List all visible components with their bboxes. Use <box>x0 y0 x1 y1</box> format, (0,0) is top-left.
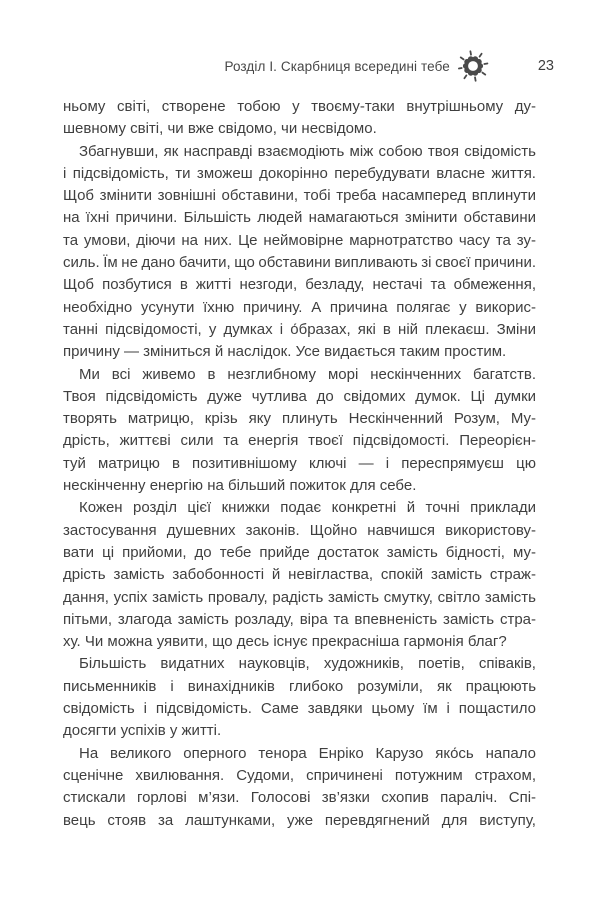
text-line: свідомість і підсвідомість. Саме завдяки цьому їм і пощастило <box>63 700 536 718</box>
text-line: танні підсвідомості, у думках і о́бразах, які в ній плекаєш. Зміни <box>63 320 537 338</box>
text-line: Щоб змінити зовнішні обставини, тобі треба насамперед вплинути <box>63 187 537 205</box>
text-line: нескінченну енергію на більший пожиток для себе. <box>63 477 417 495</box>
page-number: 23 <box>537 58 554 74</box>
text-line: силь. Їм не дано бачити, що обставини випливають зі своєї причини. <box>63 254 537 272</box>
text-line: Ми всі живемо в незглибному морі нескінченних багатств. <box>79 365 537 383</box>
text-line: шевному світі, чи вже свідомо, чи несвідомо. <box>63 120 377 138</box>
text-line: ху. Чи можна уявити, що десь існує прекрасніша гармонія благ? <box>63 633 507 651</box>
sun-ornament-icon <box>455 47 491 85</box>
text-line: вати ці прийоми, до тебе прийде достаток замість бідності, му- <box>63 543 537 561</box>
text-line: туй матрицю в позитивнішому ключі — і переспрямуєш цю <box>63 454 536 472</box>
text-line: та умови, діючи на них. Це неймовірне марнотратство часу та зу- <box>63 231 536 249</box>
text-line: На великого оперного тенора Енріко Карузо яко́сь напало <box>79 744 536 762</box>
text-line: сценічне хвилювання. Судоми, спричинені потужним страхом, <box>63 766 536 784</box>
page-header <box>63 48 554 84</box>
text-line: Більшість видатних науковців, художників, поетів, співаків, <box>79 655 536 673</box>
text-line: стискали горлові м’язи. Голосові зв’язки схопив параліч. Спі- <box>63 789 537 807</box>
text-line: застосування душевних законів. Щойно навчишся використову- <box>63 521 536 539</box>
text-line: пітьми, злагода замість розладу, віра та впевненість замість стра- <box>63 610 536 628</box>
text-line: письменників і винахідників глибоко розуміли, як працюють <box>63 677 537 695</box>
text-line: Кожен розділ цієї книжки подає конкретні й точні приклади <box>79 499 536 517</box>
text-line: причину — зміниться й наслідок. Усе видається таким простим. <box>63 343 507 361</box>
chapter-title: Розділ І. Скарбниця всередині тебе <box>224 58 450 74</box>
text-line: необхідно усунути їхню причину. А причина полягає у викорис- <box>63 298 537 316</box>
text-line: дання, успіх замість провалу, радість замість смутку, світло замість <box>63 588 536 606</box>
text-line: Твоя підсвідомість дуже чутлива до свідомих думок. Ці думки <box>63 387 537 405</box>
text-line: творять матрицю, крізь яку плинуть Нескінченний Розум, Му- <box>63 410 537 428</box>
text-line: Щоб позбутися в житті незгоди, безладу, нестачі та обмеження, <box>63 276 537 294</box>
text-line: на їхні причини. Більшість людей намагаються змінити обставини <box>63 209 536 227</box>
text-line: дрість замість забобонності й невігластва, спокій замість страж- <box>63 566 536 584</box>
text-line: Збагнувши, як насправді взаємодіють між собою твоя свідомість <box>79 142 536 160</box>
text-line: і підсвідомість, ти зможеш докорінно перебудувати власне життя. <box>63 164 536 182</box>
text-line: досягти успіхів у житті. <box>63 722 222 740</box>
body-text <box>63 96 536 832</box>
text-line: вець стояв за лаштунками, уже перевдягнений для виступу, <box>63 811 536 829</box>
text-line: ньому світі, створене тобою у твоєму-таки внутрішньому ду- <box>63 98 537 115</box>
text-line: дрість, життєві сили та енергія твоєї підсвідомості. Переорієн- <box>63 432 536 450</box>
